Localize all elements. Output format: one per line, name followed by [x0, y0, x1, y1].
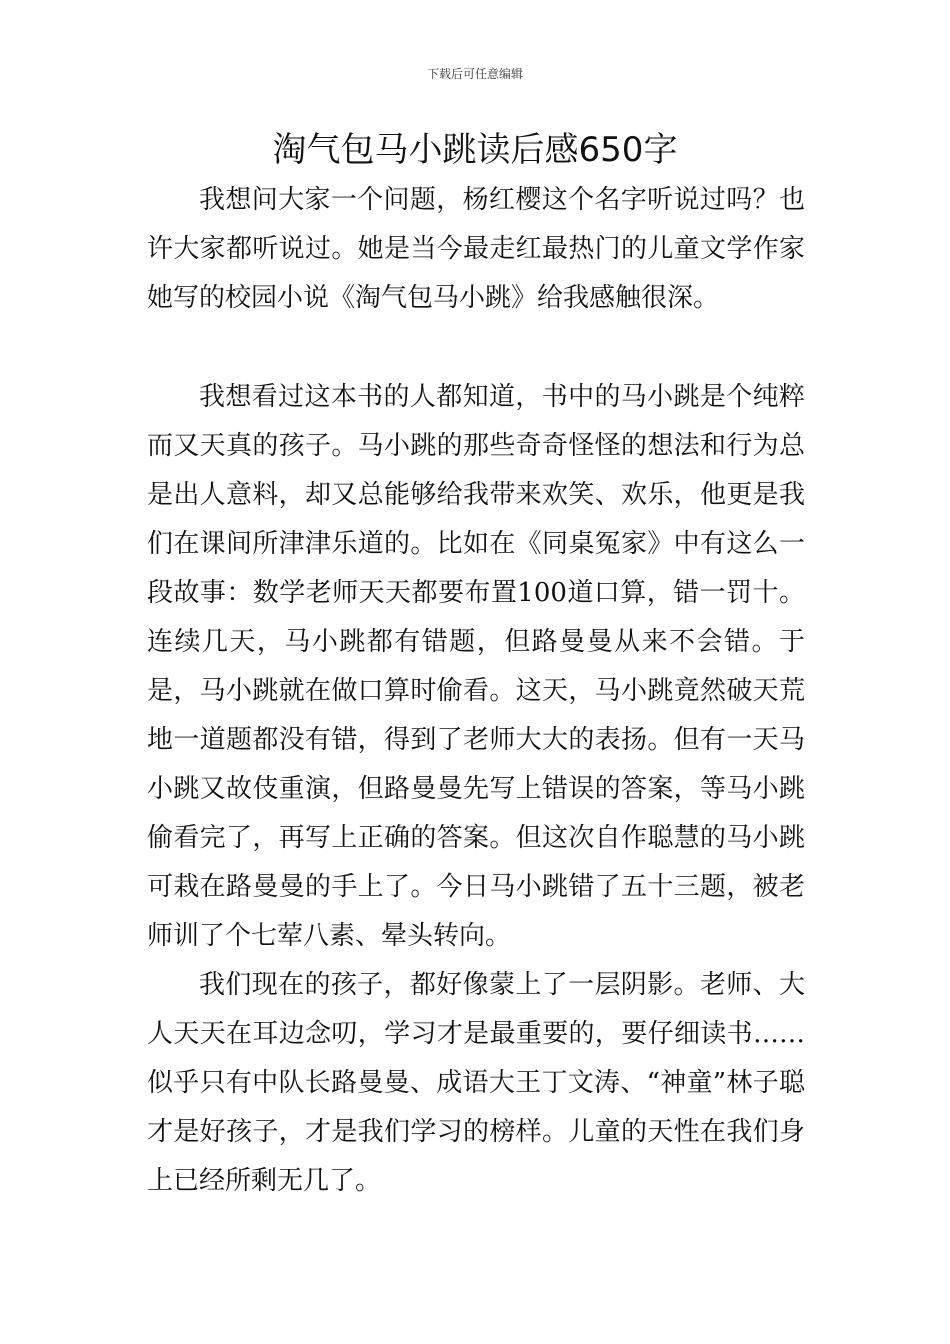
- body-block-main: [147, 373, 805, 1206]
- body-block-intro: [147, 176, 805, 323]
- page-header-note: 下载后可任意编辑: [426, 67, 523, 81]
- document-title: 淘气包马小跳读后感650字: [272, 130, 678, 170]
- paragraph-2: 我想看过这本书的人都知道，书中的马小跳是个纯粹而又天真的孩子。马小跳的那些奇奇怪怪的想法和行为总是出人意料，却又总能够给我带来欢笑、欢乐，他更是我们在课间所津津乐道的。比如在《同桌冤家》中有这么一段故事：数学老师天天都要布置100道口算，错一罚十。连续几天，马小跳都有错题，但路曼曼从来不会错。于是，马小跳就在做口算时偷看。这天，马小跳竟然破天荒地一道题都没有错，得到了老师大大的表扬。但有一天马小跳又故伎重演，但路曼曼先写上错误的答案，等马小跳偷看完了，再写上正确的答案。但这次自作聪慧的马小跳可栽在路曼曼的手上了。今日马小跳错了五十三题，被老师训了个七荤八素、晕头转向。: [147, 382, 805, 951]
- paragraph-1: 我想问大家一个问题，杨红樱这个名字听说过吗？也许大家都听说过。她是当今最走红最热门的儿童文学作家她写的校园小说《淘气包马小跳》给我感触很深。: [147, 185, 805, 313]
- paragraph-3: 我们现在的孩子，都好像蒙上了一层阴影。老师、大人天天在耳边念叨，学习才是最重要的，要仔细读书……似乎只有中队长路曼曼、成语大王丁文涛、“神童”林子聪才是好孩子，才是我们学习的榜样。儿童的天性在我们身上已经所剩无几了。: [147, 970, 805, 1196]
